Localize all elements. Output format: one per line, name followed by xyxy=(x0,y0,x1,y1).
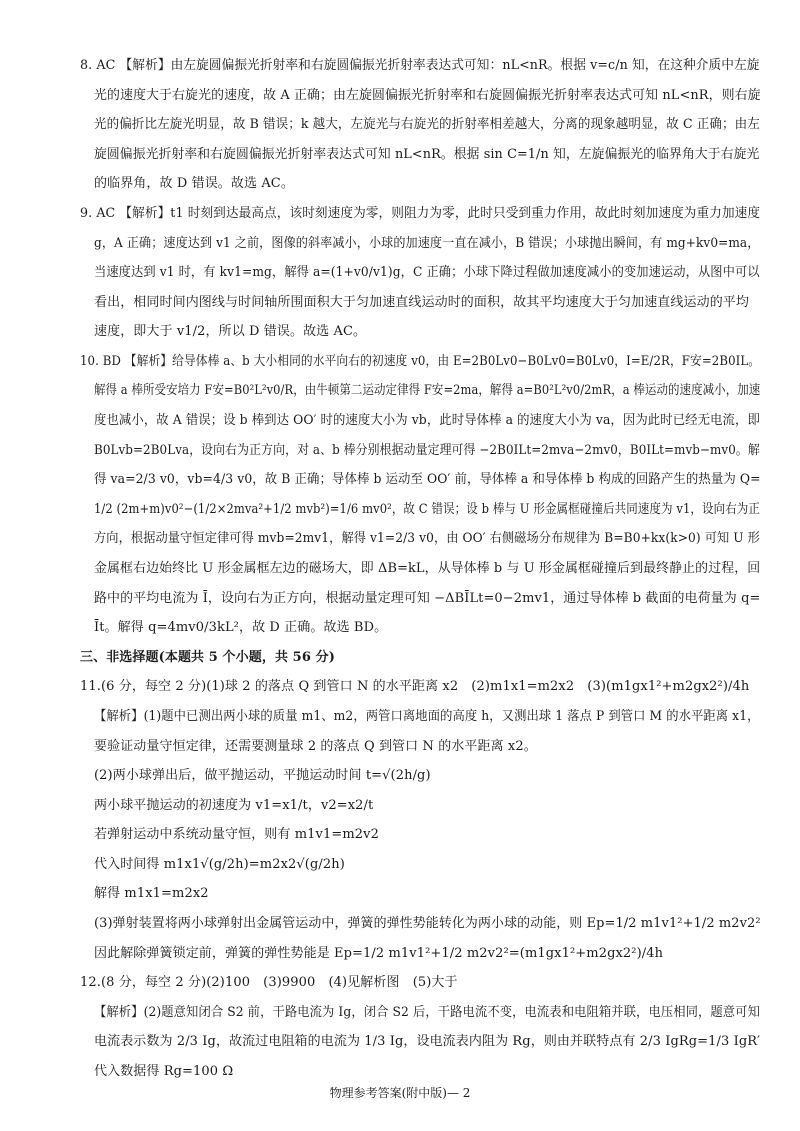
q11-line: 因此解除弹簧锁定前，弹簧的弹性势能是 Ep=1/2 m1v1²+1/2 m2v2²=(m1gx1²+m2gx2²)/4h xyxy=(94,946,664,961)
q8-line: 光的偏折比左旋光明显，故 B 错误；k 越大，左旋光与右旋光的折射率相差越大，分离的现象越明显，故 C 正确；由左 xyxy=(94,117,760,132)
q11-head: 11.(6 分，每空 2 分)(1)球 2 的落点 Q 到管口 N 的水平距离 x2 (2)m1x1=m2x2 (3)(m1gx1²+m2gx2²)/4h xyxy=(80,679,750,694)
q10-line: 1/2 (2m+m)v0²−(1/2×2mva²+1/2 mvb²)=1/6 mv0²，故 C 错误；设 b 棒与 U 形金属框碰撞后共同速度为 v1，设向右为正 xyxy=(94,502,761,517)
q8-line: 旋圆偏振光折射率和右旋圆偏振光折射率表达式可知 nL<nR。根据 sin C=1/n 知，左旋偏振光的临界角大于右旋光 xyxy=(94,147,760,162)
q11-line: 两小球平抛运动的初速度为 v1=x1/t，v2=x2/t xyxy=(94,798,374,813)
q10-line: 路中的平均电流为 Ī，设向右为正方向，根据动量定理可知 −ΔBĪLt=0−2mv1，通过导体棒 b 截面的电荷量为 q= xyxy=(94,591,761,606)
q11-line: 【解析】(1)题中已测出两小球的质量 m1、m2，两管口离地面的高度 h，又测出球 1 落点 P 到管口 M 的水平距离 x1， xyxy=(94,709,760,724)
q9-line: 9. AC 【解析】t1 时刻到达最高点，该时刻速度为零，则阻力为零，此时只受到重力作用，故此时刻加速度为重力加速度 xyxy=(80,206,761,221)
q9-line: 看出，相同时间内图线与时间轴所围面积大于匀加速直线运动时的面积，故其平均速度大于匀加速直线运动的平均 xyxy=(94,295,750,310)
q12-line: 电流表示数为 2/3 Ig，故流过电阻箱的电流为 1/3 Ig，设电流表内阻为 Rg，则由并联特点有 2/3 IgRg=1/3 IgR′ xyxy=(94,1034,761,1049)
q10-line: 金属框右边始终比 U 形金属框左边的磁场大，即 ΔB=kL，从导体棒 b 与 U 形金属框碰撞后到最终静止的过程，回 xyxy=(94,561,761,576)
page-footer: 物理参考答案(附中版)— 2 xyxy=(329,1086,471,1100)
q11-line: 代入时间得 m1x1√(g/2h)=m2x2√(g/2h) xyxy=(94,857,345,872)
q11-line: (2)两小球弹出后，做平抛运动，平抛运动时间 t=√(2h/g) xyxy=(94,768,431,783)
q8-line: 光的速度大于右旋光的速度，故 A 正确；由左旋圆偏振光折射率和右旋圆偏振光折射率表达式可知 nL<nR，则右旋 xyxy=(94,88,761,103)
q11-line: 若弹射运动中系统动量守恒，则有 m1v1=m2v2 xyxy=(94,827,379,842)
section-heading: 三、非选择题(本题共 5 个小题，共 56 分) xyxy=(80,650,335,665)
q11-line: 解得 m1x1=m2x2 xyxy=(94,886,209,901)
q11-line: 要验证动量守恒定律，还需要测量球 2 的落点 Q 到管口 N 的水平距离 x2。 xyxy=(94,739,537,754)
q10-line: 度也减小，故 A 错误；设 b 棒到达 OO′ 时的速度大小为 vb，此时导体棒 a 的速度大小为 va，因为此时已经无电流，即 xyxy=(94,413,760,428)
q10-line: B0Lvb=2B0Lva，设向右为正方向，对 a、b 棒分别根据动量定理可得 −2B0ILt=2mva−2mv0，B0ILt=mvb−mv0。解 xyxy=(94,443,760,458)
q10-line: 10. BD 【解析】给导体棒 a、b 大小相同的水平向右的初速度 v0，由 E=2B0Lv0−B0Lv0=B0Lv0，I=E/2R，F安=2B0IL。 xyxy=(80,354,761,369)
q9-line: g，A 正确；速度达到 v1 之前，图像的斜率减小，小球的加速度一直在减小，B 错误；小球抛出瞬间，有 mg+kv0=ma， xyxy=(94,236,760,251)
q9-line: 当速度达到 v1 时，有 kv1=mg，解得 a=(1+v0/v1)g，C 正确；小球下降过程做加速度减小的变加速运动，从图中可以 xyxy=(94,265,760,280)
q10-line: 解得 a 棒所受安培力 F安=B0²L²v0/R，由牛顿第二运动定律得 F安=2ma，解得 a=B0²L²v0/2mR，a 棒运动的速度减小，加速 xyxy=(94,383,761,398)
q9-line: 速度，即大于 v1/2，所以 D 错误。故选 AC。 xyxy=(94,324,367,339)
q12-line: 代入数据得 Rg=100 Ω xyxy=(94,1064,234,1079)
q8-line: 的临界角，故 D 错误。故选 AC。 xyxy=(94,176,294,191)
q10-line: 方向，根据动量守恒定律可得 mvb=2mv1，解得 v1=2/3 v0，由 OO′ 右侧磁场分布规律为 B=B0+kx(k>0) 可知 U 形 xyxy=(94,531,760,546)
q11-line: (3)弹射装置将两小球弹射出金属管运动中，弹簧的弹性势能转化为两小球的动能，则 Ep=1/2 m1v1²+1/2 m2v2² xyxy=(94,916,761,931)
q10-line: 得 va=2/3 v0，vb=4/3 v0，故 B 正确；导体棒 b 运动至 OO′ 前，导体棒 a 和导体棒 b 构成的回路产生的热量为 Q= xyxy=(94,472,761,487)
q12-head: 12.(8 分，每空 2 分)(2)100 (3)9900 (4)见解析图 (5)大于 xyxy=(80,975,458,990)
q10-line: Īt。解得 q=4mv0/3kL²，故 D 正确。故选 BD。 xyxy=(94,620,388,635)
q12-line: 【解析】(2)题意知闭合 S2 前，干路电流为 Ig，闭合 S2 后，干路电流不变，电流表和电阻箱并联，电压相同，题意可知 xyxy=(94,1005,760,1020)
q8-line: 8. AC 【解析】由左旋圆偏振光折射率和右旋圆偏振光折射率表达式可知：nL<nR。根据 v=c/n 知，在这种介质中左旋 xyxy=(80,58,760,73)
